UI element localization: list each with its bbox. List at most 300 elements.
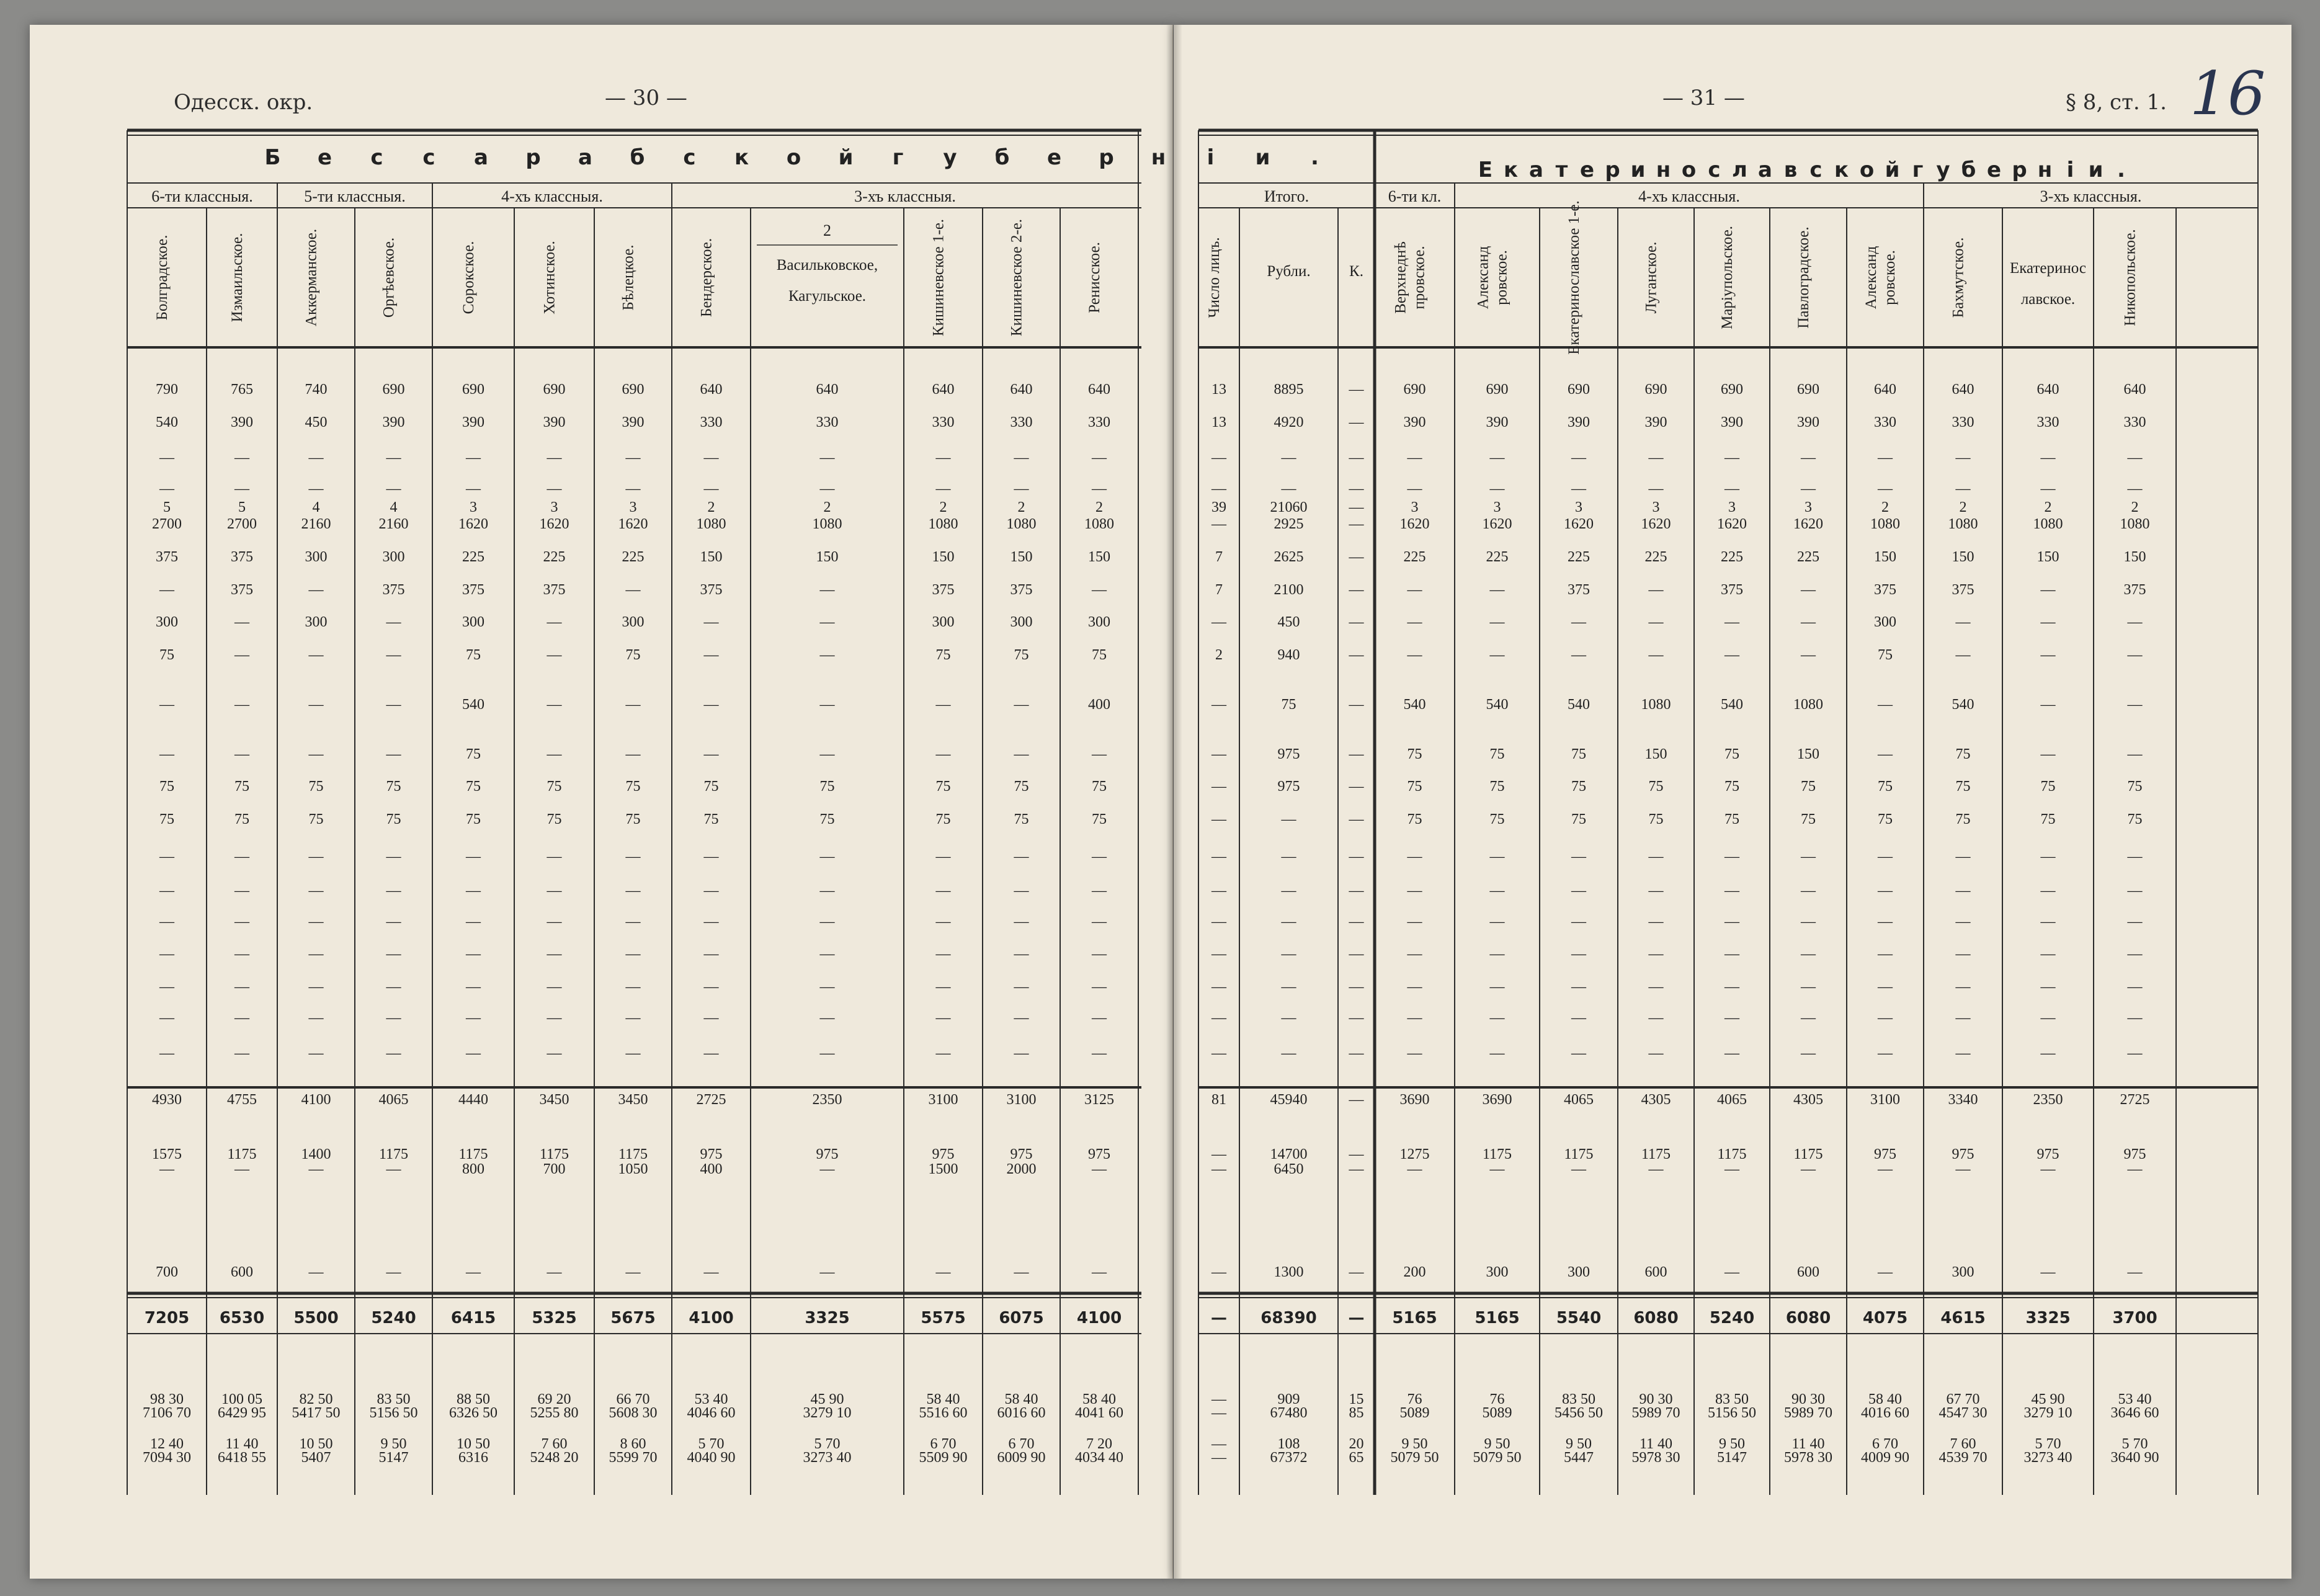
cell-value: 375 (231, 549, 253, 565)
summary-value: — (1211, 1436, 1226, 1452)
cell-value: 75 (1648, 778, 1664, 795)
cell-value: — (1724, 946, 1739, 962)
cell-value: — (234, 481, 249, 497)
ekaterinoslav-title: р (1605, 158, 1621, 182)
cell-value: 150 (816, 549, 839, 565)
total-value: 5240 (1709, 1309, 1755, 1327)
total-value: 6080 (1785, 1309, 1831, 1327)
summary-value: 5 70 (2035, 1436, 2061, 1452)
cell-value: 300 (462, 614, 484, 630)
ekaterinoslav-title: р (2012, 158, 2028, 182)
cell-value: — (1014, 946, 1029, 962)
summary-value: 5509 90 (919, 1450, 968, 1466)
ekaterinoslav-title: Е (1478, 158, 1494, 182)
total-value: 5165 (1392, 1309, 1437, 1327)
cell-value: — (819, 979, 835, 995)
subtotal-value: 700 (543, 1161, 566, 1177)
summary-value: 83 50 (1562, 1391, 1595, 1407)
cell-value: — (1092, 1010, 1107, 1026)
cell-value: 75 (1489, 778, 1505, 795)
subtotal-value: 3450 (618, 1092, 648, 1108)
cell-value: — (819, 582, 835, 598)
cell-value: 1080 (812, 516, 842, 532)
subtotal-value: — (547, 1264, 562, 1280)
subtotal-value: 4065 (1717, 1092, 1747, 1108)
cell-value: — (1349, 746, 1364, 762)
cell-value: — (1955, 946, 1971, 962)
cell-value: — (547, 883, 562, 899)
cell-value: 375 (1568, 582, 1590, 598)
cell-value: 2625 (1274, 549, 1304, 565)
summary-value: 909 (1277, 1391, 1300, 1407)
cell-value: 75 (703, 778, 719, 795)
cell-value: — (466, 481, 481, 497)
ekaterinoslav-title: й (1885, 158, 1901, 182)
ekaterinoslav-title: о (1859, 158, 1875, 182)
summary-value: 45 90 (810, 1391, 844, 1407)
cell-value: — (2040, 1045, 2056, 1061)
cell-value: 75 (1092, 811, 1107, 827)
cell-value: — (1801, 979, 1816, 995)
cell-value: 13 (1211, 381, 1226, 398)
cell-value: 390 (622, 414, 645, 430)
cell-value: 690 (462, 381, 484, 398)
subtotal-value: — (819, 1161, 835, 1177)
subtotal-value: 1175 (618, 1146, 648, 1162)
total-value: 5500 (293, 1309, 339, 1327)
cell-value: 75 (1092, 647, 1107, 663)
cell-value: 150 (1874, 549, 1896, 565)
cell-value: — (386, 849, 401, 865)
total-value: 5240 (371, 1309, 416, 1327)
cell-value: — (1801, 450, 1816, 466)
subtotal-value: 45940 (1270, 1092, 1308, 1108)
total-value: — (1348, 1309, 1365, 1327)
subtotal-value: — (386, 1264, 401, 1280)
cell-value: — (2040, 697, 2056, 713)
total-value: 7205 (144, 1309, 190, 1327)
cell-value: — (547, 849, 562, 865)
cell-value: — (1724, 1045, 1739, 1061)
summary-value: 100 05 (221, 1391, 262, 1407)
cell-value: — (159, 450, 174, 466)
subtotal-value: — (308, 1161, 324, 1177)
cell-value: 75 (1092, 778, 1107, 795)
cell-value: — (1571, 849, 1586, 865)
subtotal-value: 3100 (928, 1092, 958, 1108)
cell-value: — (819, 450, 835, 466)
summary-value: 65 (1349, 1450, 1364, 1466)
summary-value: 90 30 (1791, 1391, 1825, 1407)
cell-value: 1620 (1717, 516, 1747, 532)
cell-value: — (625, 481, 641, 497)
cell-value: — (1801, 647, 1816, 663)
cell-value: — (1878, 979, 1893, 995)
subtotal-value: 2725 (2120, 1092, 2150, 1108)
class-heading: 3-хъ классныя. (2040, 187, 2142, 205)
summary-value: 58 40 (1004, 1391, 1038, 1407)
cell-value: 640 (1952, 381, 1974, 398)
cell-value: 75 (466, 811, 481, 827)
cell-value: — (1489, 1045, 1505, 1061)
cell-value: 1080 (2120, 516, 2150, 532)
cell-value: 75 (1489, 811, 1505, 827)
summary-value: 8 60 (620, 1436, 646, 1452)
cell-value: — (234, 914, 249, 930)
cell-value: 765 (231, 381, 253, 398)
cell-value: — (1801, 849, 1816, 865)
cell-value: 2 (707, 499, 715, 515)
bessarabia-title: с (422, 145, 436, 170)
cell-value: — (819, 849, 835, 865)
cell-value: 330 (1952, 414, 1974, 430)
cell-value: 75 (1955, 811, 1971, 827)
subtotal-value: 4100 (301, 1092, 331, 1108)
cell-value: — (1489, 481, 1505, 497)
cell-value: — (1407, 914, 1422, 930)
summary-value: 9 50 (1484, 1436, 1510, 1452)
cell-value: 640 (1010, 381, 1033, 398)
cell-value: 75 (625, 778, 641, 795)
cell-value: — (159, 481, 174, 497)
column-heading: Измаильское. (229, 233, 246, 323)
summary-value: 10 50 (299, 1436, 333, 1452)
cell-value: 225 (622, 549, 645, 565)
cell-value: — (1648, 614, 1664, 630)
subtotal-value: — (819, 1264, 835, 1280)
cell-value: — (1407, 1010, 1422, 1026)
summary-value: 5417 50 (292, 1405, 341, 1421)
summary-value: 4040 90 (687, 1450, 736, 1466)
cell-value: — (625, 883, 641, 899)
bessarabia-title: б (994, 145, 1011, 170)
subtotal-value: — (1724, 1264, 1739, 1280)
cell-value: 75 (1724, 746, 1739, 762)
bessarabia-title: г (892, 145, 904, 170)
cell-value: 450 (305, 414, 328, 430)
cell-value: — (2127, 1045, 2143, 1061)
cell-value: — (386, 1045, 401, 1061)
total-value: 68390 (1260, 1309, 1317, 1327)
cell-value: — (1724, 481, 1739, 497)
cell-value: — (1648, 883, 1664, 899)
cell-value: 150 (932, 549, 955, 565)
ekaterinoslav-title: с (1708, 158, 1721, 182)
column-heading: Кагульское. (788, 288, 867, 305)
summary-value: 6 70 (1872, 1436, 1898, 1452)
cell-value: — (935, 849, 951, 865)
cell-value: — (1349, 946, 1364, 962)
cell-value: 75 (1014, 647, 1029, 663)
cell-value: 75 (1281, 697, 1296, 713)
ekaterinoslav-title: в (1783, 158, 1798, 182)
cell-value: 150 (2037, 549, 2059, 565)
subtotal-value: — (2040, 1264, 2056, 1280)
cell-value: — (1489, 914, 1505, 930)
bessarabia-title: р (1099, 145, 1115, 170)
total-value: 5165 (1475, 1309, 1520, 1327)
cell-value: — (1281, 849, 1296, 865)
subtotal-value: 1175 (458, 1146, 488, 1162)
cell-value: 75 (386, 811, 401, 827)
cell-value: 75 (2040, 778, 2056, 795)
ekaterinoslav-title: н (2037, 158, 2053, 182)
cell-value: — (625, 450, 641, 466)
cell-value: 375 (462, 582, 484, 598)
total-value: 3700 (2112, 1309, 2157, 1327)
subtotal-value: 4755 (227, 1092, 257, 1108)
cell-value: — (1014, 746, 1029, 762)
cell-value: 75 (2040, 811, 2056, 827)
cell-value: — (1955, 883, 1971, 899)
cell-value: — (1571, 614, 1586, 630)
subtotal-value: 1175 (1793, 1146, 1823, 1162)
cell-value: — (1571, 1010, 1586, 1026)
cell-value: — (1407, 647, 1422, 663)
cell-value: — (547, 746, 562, 762)
column-heading: Болградское. (154, 234, 171, 321)
summary-value: — (1211, 1450, 1226, 1466)
summary-value: 5156 50 (369, 1405, 418, 1421)
cell-value: — (1211, 979, 1226, 995)
subtotal-value: 1575 (152, 1146, 182, 1162)
cell-value: — (1724, 614, 1739, 630)
itogo-heading: Итого. (1264, 187, 1309, 205)
cell-value: — (1014, 1045, 1029, 1061)
subtotal-value: — (1349, 1146, 1364, 1162)
cell-value: — (1648, 582, 1664, 598)
summary-value: 67 70 (1946, 1391, 1980, 1407)
cell-value: — (308, 1010, 324, 1026)
bessarabia-title: у (943, 145, 958, 170)
cell-value: — (1724, 849, 1739, 865)
bessarabia-title: й (838, 145, 854, 170)
cell-value: 75 (1878, 778, 1893, 795)
summary-value: 5147 (1717, 1450, 1747, 1466)
summary-value: 7 60 (541, 1436, 568, 1452)
subtotal-value: 300 (1952, 1264, 1974, 1280)
column-heading: Екатеринославское 1-е. (1566, 200, 1582, 355)
cell-value: — (625, 1010, 641, 1026)
cell-value: 1080 (1084, 516, 1114, 532)
summary-value: 53 40 (694, 1391, 728, 1407)
subtotal-value: 1175 (378, 1146, 409, 1162)
subtotal-value: 600 (1797, 1264, 1819, 1280)
cell-value: — (234, 697, 249, 713)
subtotal-value: 1175 (1564, 1146, 1594, 1162)
subtotal-value: — (2127, 1264, 2143, 1280)
cell-value: 300 (305, 614, 328, 630)
summary-value: 76 (1407, 1391, 1422, 1407)
cell-value: — (703, 1010, 719, 1026)
cell-value: — (625, 849, 641, 865)
subtotal-value: — (703, 1264, 719, 1280)
cell-value: 3 (550, 499, 558, 515)
summary-value: 5599 70 (609, 1450, 658, 1466)
cell-value: 300 (932, 614, 955, 630)
cell-value: 39 (1211, 499, 1226, 515)
column-heading: Хотинское. (541, 241, 558, 314)
cell-value: 4 (390, 499, 398, 515)
cell-value: 2 (1881, 499, 1889, 515)
subtotal-value: — (159, 1161, 174, 1177)
cell-value: — (159, 979, 174, 995)
cell-value: 390 (1403, 414, 1426, 430)
cell-value: — (308, 582, 324, 598)
cell-value: — (1281, 1010, 1296, 1026)
cell-value: 225 (1721, 549, 1743, 565)
cell-value: 330 (1874, 414, 1896, 430)
cell-value: — (1092, 582, 1107, 598)
summary-value: 3640 90 (2110, 1450, 2159, 1466)
summary-value: 5255 80 (530, 1405, 579, 1421)
cell-value: — (1281, 946, 1296, 962)
total-value: 6530 (219, 1309, 265, 1327)
cell-value: 150 (700, 549, 723, 565)
subtotal-value: — (1724, 1161, 1739, 1177)
summary-value: — (1211, 1405, 1226, 1421)
cell-value: 2 (2044, 499, 2052, 515)
cell-value: 75 (547, 811, 562, 827)
bessarabia-title: а (474, 145, 489, 170)
cell-value: 640 (932, 381, 955, 398)
cell-value: — (234, 1045, 249, 1061)
vasilkov-number: 2 (823, 221, 831, 239)
cell-value: — (2040, 746, 2056, 762)
cell-value: — (159, 697, 174, 713)
cell-value: 1620 (1399, 516, 1430, 532)
cell-value: 640 (2037, 381, 2059, 398)
cell-value: 1080 (928, 516, 958, 532)
cell-value: — (2040, 883, 2056, 899)
ekaterinoslav-title: а (1529, 158, 1544, 182)
cell-value: — (386, 697, 401, 713)
cell-value: 150 (1088, 549, 1110, 565)
cell-value: 1620 (1793, 516, 1823, 532)
class-heading: 4-хъ классныя. (1638, 187, 1740, 205)
summary-value: 4016 60 (1861, 1405, 1909, 1421)
cell-value: — (2127, 946, 2143, 962)
cell-value: — (1211, 849, 1226, 865)
ekaterinoslav-title: б (1961, 158, 1977, 182)
cell-value: — (1489, 849, 1505, 865)
cell-value: 390 (1644, 414, 1667, 430)
cell-value: — (308, 746, 324, 762)
summary-value: 76 (1489, 1391, 1505, 1407)
cell-value: 330 (1088, 414, 1110, 430)
cell-value: — (819, 1045, 835, 1061)
summary-value: 6016 60 (997, 1405, 1046, 1421)
cell-value: — (1211, 450, 1226, 466)
summary-value: 4034 40 (1075, 1450, 1123, 1466)
cell-value: — (1092, 883, 1107, 899)
cell-value: — (819, 914, 835, 930)
cell-value: 2700 (152, 516, 182, 532)
subtotal-value: 1175 (539, 1146, 569, 1162)
cell-value: 1080 (2033, 516, 2063, 532)
subtotal-value: 1175 (1641, 1146, 1671, 1162)
summary-value: 5 70 (2121, 1436, 2148, 1452)
total-value: 5540 (1556, 1309, 1602, 1327)
cell-value: 21060 (1270, 499, 1308, 515)
cell-value: 330 (2037, 414, 2059, 430)
bessarabia-title: с (683, 145, 697, 170)
cell-value: 375 (1874, 582, 1896, 598)
cell-value: — (1349, 549, 1364, 565)
bessarabia-title: и (1255, 145, 1271, 170)
cell-value: — (1014, 914, 1029, 930)
cell-value: 1080 (1006, 516, 1037, 532)
cell-value: — (1878, 697, 1893, 713)
cell-value: — (234, 746, 249, 762)
ekaterinoslav-title: т (1555, 158, 1569, 182)
cell-value: — (625, 914, 641, 930)
cell-value: 75 (1724, 778, 1739, 795)
cell-value: — (1407, 1045, 1422, 1061)
ekaterinoslav-title: о (1681, 158, 1697, 182)
cell-value: — (1349, 450, 1364, 466)
cell-value: 2 (2131, 499, 2139, 515)
cell-value: — (935, 979, 951, 995)
total-value: 5575 (921, 1309, 966, 1327)
cell-value: — (1724, 647, 1739, 663)
cell-value: 1620 (1641, 516, 1671, 532)
cell-value: — (547, 450, 562, 466)
summary-value: 5147 (378, 1450, 409, 1466)
cell-value: — (466, 914, 481, 930)
cell-value: — (1211, 1010, 1226, 1026)
cell-value: — (1955, 979, 1971, 995)
bessarabia-title: к (734, 145, 750, 170)
cell-value: — (1407, 481, 1422, 497)
cell-value: 225 (543, 549, 566, 565)
cell-value: 3 (1575, 499, 1582, 515)
cell-value: — (935, 946, 951, 962)
cell-value: 300 (1010, 614, 1033, 630)
cell-value: — (466, 883, 481, 899)
cell-value: 2 (939, 499, 947, 515)
handwritten-folio: 16 (2190, 59, 2266, 128)
cell-value: — (1724, 914, 1739, 930)
cell-value: 1620 (539, 516, 569, 532)
summary-value: 6 70 (930, 1436, 957, 1452)
cell-value: — (625, 979, 641, 995)
cell-value: 150 (1644, 746, 1667, 762)
cell-value: 300 (305, 549, 328, 565)
cell-value: 7 (1215, 582, 1223, 598)
subtotal-value: 975 (1088, 1146, 1110, 1162)
cell-value: — (935, 746, 951, 762)
cell-value: 940 (1277, 647, 1300, 663)
cell-value: — (1092, 979, 1107, 995)
summary-value: 5989 70 (1631, 1405, 1680, 1421)
subtotal-value: 600 (231, 1264, 253, 1280)
cell-value: 75 (1571, 811, 1586, 827)
cell-value: — (1801, 614, 1816, 630)
cell-value: — (1724, 450, 1739, 466)
cell-value: — (547, 481, 562, 497)
cell-value: — (1349, 811, 1364, 827)
cell-value: 75 (1724, 811, 1739, 827)
cell-value: — (547, 979, 562, 995)
cell-value: — (2040, 979, 2056, 995)
cell-value: 225 (1568, 549, 1590, 565)
summary-value: 3279 10 (2023, 1405, 2072, 1421)
cell-value: — (2040, 946, 2056, 962)
cell-value: — (386, 1010, 401, 1026)
cell-value: 540 (1568, 697, 1590, 713)
cell-value: 1080 (1793, 697, 1823, 713)
